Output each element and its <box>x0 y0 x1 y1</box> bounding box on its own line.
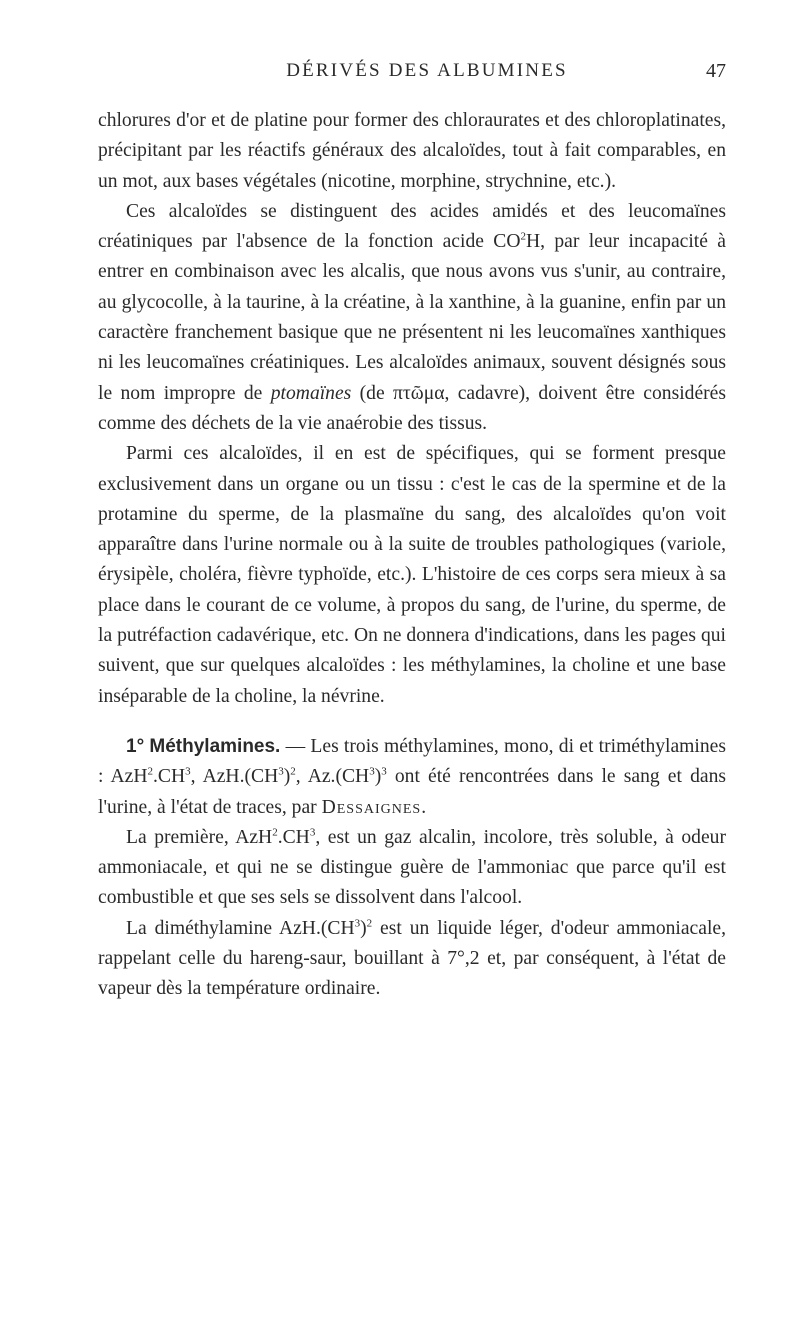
section-text-e: , Az.(CH <box>295 766 370 788</box>
paragraph-1-text: chlorures d'or et de platine pour former des chloraurates et des chloroplatinates, précipitant par les réactifs généraux des alcaloïdes, tout à fait comparables, en un mot, aux bases végétales (nicotine, morphine, strychnine, etc.). <box>98 110 726 192</box>
paragraph-6-text-c: est un liquide léger, d'odeur ammoniacale, rappelant celle du hareng-saur, bouillant à 7°,2 et, par conséquent, à l'état de vapeur dès la température ordinaire. <box>98 917 726 1000</box>
superscript: 3 <box>185 765 191 778</box>
superscript: 3 <box>354 917 361 930</box>
superscript: 3 <box>278 765 284 778</box>
paragraph-3 <box>98 439 726 712</box>
superscript: 3 <box>381 765 387 778</box>
section-text-b: .CH <box>153 766 186 788</box>
superscript: 2 <box>290 765 296 778</box>
paragraph-6-text-b: ) <box>360 917 367 939</box>
section-text-f: ) <box>374 766 382 788</box>
superscript: 2 <box>147 765 153 778</box>
paragraph-1 <box>98 106 726 197</box>
section-text-g: ont été rencontrées dans le sang et dans l'urine, à l'état de traces, par <box>98 766 726 818</box>
page-number: 47 <box>706 60 726 82</box>
superscript: 3 <box>309 826 316 839</box>
superscript: 2 <box>272 826 278 839</box>
paragraph-5 <box>98 823 726 914</box>
author-name: Dessaignes <box>321 796 422 818</box>
superscript: 2 <box>366 917 373 930</box>
paragraph-5-text-b: .CH <box>277 826 310 848</box>
section-text-a: — Les trois méthylamines, mono, di et triméthylamines : AzH <box>98 735 726 788</box>
paragraph-5-text-c: , est un gaz alcalin, incolore, très soluble, à odeur ammoniacale, et qui ne se distingue guère de l'ammoniac que parce qu'il est combustible et que ses sels se dissolvent dans l'alcool. <box>98 826 727 909</box>
paragraph-3-text: Parmi ces alcaloïdes, il en est de spécifiques, qui se forment presque exclusivement dans un organe ou un tissu : c'est le cas de la spermine et de la protamine du sperme, de la plasmaïne du sang, des alcaloïdes qu'on voit apparaître dans l'urine normale ou à la suite de troubles pathologiques (variole, érysipèle, choléra, fièvre typhoïde, etc.). L'histoire de ces corps sera mieux à sa place dans le courant de ce volume, à propos du sang, de l'urine, du sperme, de la putréfaction cadavérique, etc. On ne donnera d'indications, dans les pages qui suivent, que sur quelques alcaloïdes : les méthylamines, la choline et une base inséparable de la choline, la névrine. <box>98 443 726 707</box>
section-heading: Méthylamines. <box>149 735 281 757</box>
section-text-d: ) <box>283 766 291 788</box>
section-text-h: . <box>421 796 427 818</box>
running-title: DÉRIVÉS DES ALBUMINES <box>286 60 568 81</box>
paragraph-2-text-b: H, par leur incapacité à entrer en combinaison avec les alcalis, que nous avons vus s'unir, au contraire, au glycocolle, à la taurine, à la créatine, à la xanthine, à la guanine, enfin par un caractère franchement basique que ne présentent ni les leucomaïnes xanthiques ni les leucomaïnes créatiniques. Les alcaloïdes animaux, souvent désignés sous le nom impropre de <box>98 231 726 404</box>
paragraph-2 <box>98 197 726 439</box>
paragraph-5-text-a: La première, AzH <box>126 826 273 848</box>
running-head <box>98 60 726 94</box>
ptomaines-term: ptomaïnes <box>270 382 352 404</box>
paragraph-6 <box>98 914 726 1005</box>
section-methylamines <box>98 732 726 823</box>
paragraph-2-text-a: Ces alcaloïdes se distinguent des acides amidés et des leucomaïnes créatiniques par l'absence de la fonction acide CO <box>98 200 726 253</box>
superscript: 3 <box>369 765 375 778</box>
section-text-c: , AzH.(CH <box>190 766 279 788</box>
section-number: 1° <box>126 735 145 757</box>
body-text <box>98 106 726 1005</box>
paragraph-6-text-a: La diméthylamine AzH.(CH <box>126 917 355 939</box>
superscript: 2 <box>520 230 526 243</box>
paragraph-2-text-c: (de πτῶμα, cadavre), doivent être considérés comme des déchets de la vie anaérobie des tissus. <box>98 382 726 434</box>
